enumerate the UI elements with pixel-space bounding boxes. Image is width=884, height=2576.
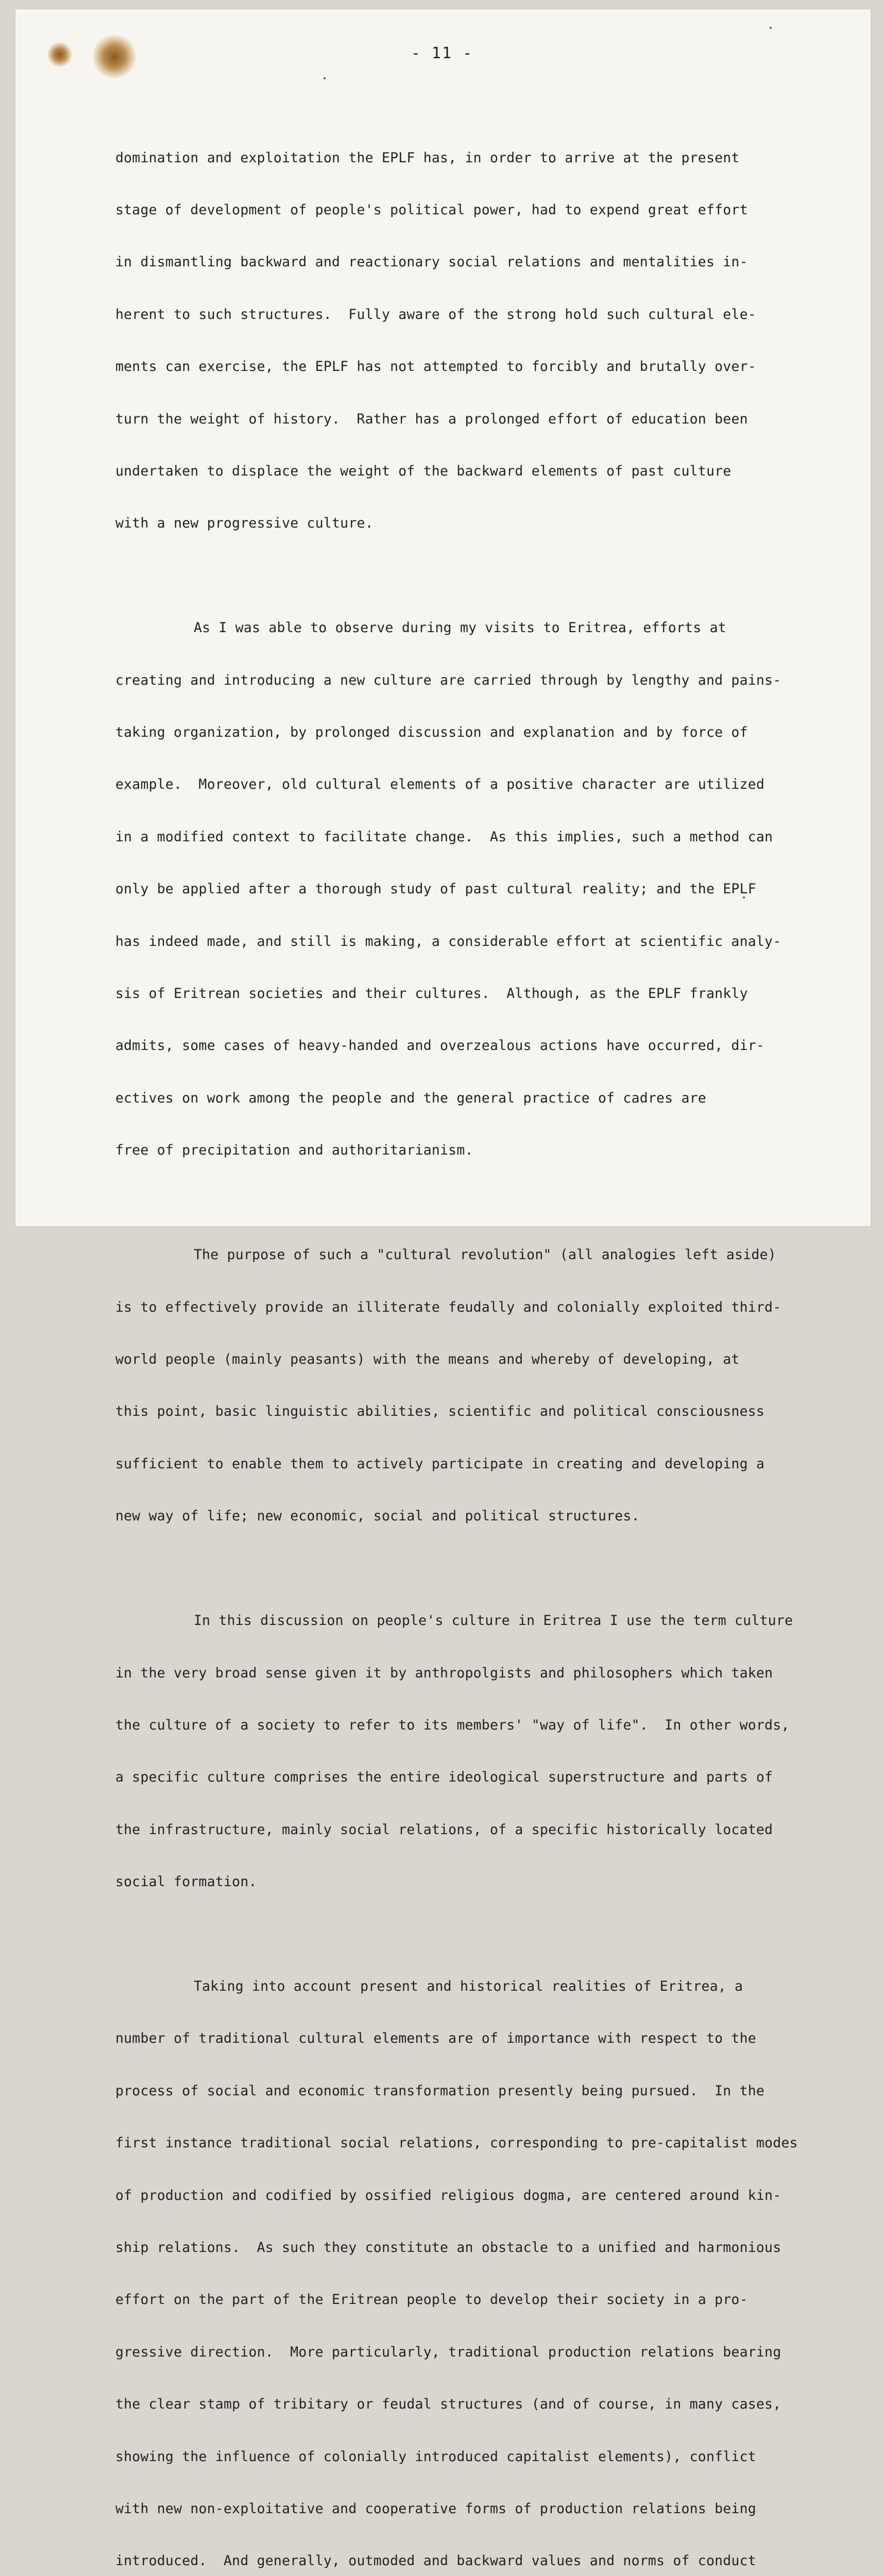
- text-line: admits, some cases of heavy-handed and overzealous actions have occurred, dir-: [115, 1038, 765, 1054]
- text-line: effort on the part of the Eritrean people to develop their society in a pro-: [115, 2292, 748, 2308]
- paragraph: [115, 114, 826, 567]
- text-line: has indeed made, and still is making, a considerable effort at scientific analy-: [115, 933, 781, 950]
- text-line: gressive direction. More particularly, traditional production relations bearing: [115, 2344, 781, 2360]
- paragraph: [115, 1943, 826, 2576]
- text-line: [115, 619, 826, 637]
- text-line: herent to such structures. Fully aware of the strong hold such cultural ele-: [115, 306, 756, 323]
- paragraph: [115, 1578, 826, 1926]
- text-line: free of precipitation and authoritarianism.: [115, 1142, 473, 1159]
- text-line: taking organization, by prolonged discussion and explanation and by force of: [115, 724, 748, 741]
- text-line: undertaken to displace the weight of the backward elements of past culture: [115, 463, 732, 479]
- text-line: stage of development of people's political power, had to expend great effort: [115, 201, 748, 218]
- text-line: [115, 1246, 826, 1264]
- text-line: showing the influence of colonially introduced capitalist elements), conflict: [115, 2448, 756, 2465]
- text-line: of production and codified by ossified religious dogma, are centered around kin-: [115, 2187, 781, 2204]
- text-line: ments can exercise, the EPLF has not attempted to forcibly and brutally over-: [115, 359, 756, 375]
- text-line-content: Taking into account present and historical realities of Eritrea, a: [194, 1978, 743, 1995]
- text-line: number of traditional cultural elements are of importance with respect to the: [115, 2030, 756, 2047]
- text-line: first instance traditional social relations, corresponding to pre-capitalist modes: [115, 2135, 798, 2151]
- text-line: the clear stamp of tribitary or feudal structures (and of course, in many cases,: [115, 2396, 781, 2413]
- text-line: with a new progressive culture.: [115, 515, 373, 532]
- text-line: process of social and economic transformation presently being pursued. In the: [115, 2082, 765, 2099]
- text-line: ectives on work among the people and the general practice of cadres are: [115, 1090, 706, 1106]
- speck: [324, 77, 326, 79]
- text-line: sufficient to enable them to actively participate in creating and developing a: [115, 1455, 765, 1472]
- text-line: turn the weight of history. Rather has a prolonged effort of education been: [115, 411, 748, 427]
- text-line: social formation.: [115, 1874, 257, 1890]
- text-line: the infrastructure, mainly social relations, of a specific historically located: [115, 1821, 773, 1838]
- speck: [770, 27, 772, 29]
- text-line: only be applied after a thorough study of past cultural reality; and the EPLF: [115, 881, 756, 897]
- text-line: world people (mainly peasants) with the means and whereby of developing, at: [115, 1351, 740, 1367]
- text-line-content: As I was able to observe during my visits to Eritrea, efforts at: [194, 620, 726, 636]
- text-line: domination and exploitation the EPLF has, in order to arrive at the present: [115, 149, 740, 166]
- text-line: in dismantling backward and reactionary social relations and mentalities in-: [115, 254, 748, 270]
- text-line: the culture of a society to refer to its members' "way of life". In other words,: [115, 1717, 790, 1733]
- text-line: a specific culture comprises the entire ideological superstructure and parts of: [115, 1769, 773, 1786]
- document-body: [115, 114, 826, 2576]
- text-line: this point, basic linguistic abilities, scientific and political consciousness: [115, 1403, 765, 1420]
- text-line-content: The purpose of such a "cultural revolution" (all analogies left aside): [194, 1247, 776, 1263]
- paragraph: [115, 1212, 826, 1560]
- text-line: example. Moreover, old cultural elements of a positive character are utilized: [115, 776, 765, 793]
- text-line: [115, 1612, 826, 1630]
- text-line: new way of life; new economic, social and political structures.: [115, 1508, 640, 1524]
- text-line: with new non-exploitative and cooperative forms of production relations being: [115, 2500, 756, 2517]
- page-number: - 11 -: [411, 44, 473, 62]
- text-line: introduced. And generally, outmoded and backward values and norms of conduct: [115, 2553, 756, 2569]
- text-line: [115, 1978, 826, 1995]
- text-line: in a modified context to facilitate change. As this implies, such a method can: [115, 828, 773, 845]
- text-line: creating and introducing a new culture are carried through by lengthy and pains-: [115, 672, 781, 688]
- text-line: ship relations. As such they constitute an obstacle to a unified and harmonious: [115, 2240, 781, 2256]
- paragraph: [115, 585, 826, 1194]
- text-line: in the very broad sense given it by anthropolgists and philosophers which taken: [115, 1665, 773, 1681]
- text-line-content: In this discussion on people's culture in Eritrea I use the term culture: [194, 1613, 793, 1629]
- text-line: is to effectively provide an illiterate feudally and colonially exploited third-: [115, 1299, 781, 1315]
- text-line: sis of Eritrean societies and their cultures. Although, as the EPLF frankly: [115, 986, 748, 1002]
